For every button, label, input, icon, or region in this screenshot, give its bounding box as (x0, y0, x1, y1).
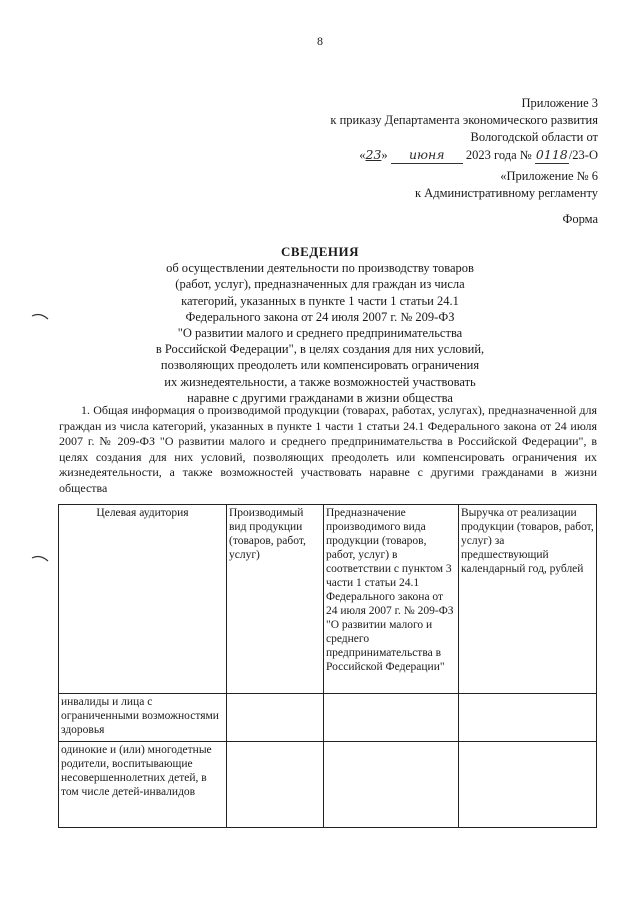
page-number: 8 (317, 34, 323, 48)
form-label: Форма (562, 212, 598, 226)
table-cell (459, 694, 597, 742)
handwritten-day: 23 (365, 147, 382, 162)
header-product-purpose: Предназначение производимого вида продукции (товаров, работ, услуг) в соответствии с пунктом 3 части 1 статьи 24.1 Федерального закона от 24 июля 2007 г. № 209-ФЗ "О развитии малого и среднего предпринимательства в Российской Федерации" (324, 505, 459, 694)
table-cell (459, 742, 597, 828)
table-cell: инвалиды и лица с ограниченными возможностями здоровья (59, 694, 227, 742)
subtitle-line: "О развитии малого и среднего предпринимательства (177, 326, 463, 341)
table-row (59, 742, 597, 828)
document-title: СВЕДЕНИЯ (281, 244, 359, 259)
handwritten-month: июня (391, 146, 463, 164)
section-1-paragraph: 1. Общая информация о производимой продукции (товарах, работах, услугах), предназначенной для граждан из числа категорий, указанных в пункте 1 части 1 статьи 24.1 Федерального закона от 24 июля 2007 г. № 209-ФЗ "О развитии малого и среднего предпринимательства в Российской Федерации", в целях создания для них условий, позволяющих преодолеть или компенсировать ограничения их жизнедеятельности, а также возможностей участвовать наравне с другими гражданами в жизни общества (59, 403, 597, 495)
margin-mark (30, 310, 52, 324)
handwritten-number: 0118 (535, 147, 568, 162)
info-table (58, 504, 597, 828)
subtitle-line: в Российской Федерации", в целях создания для них условий, (155, 342, 485, 357)
appendix-3-date-line: «23» июня 2023 года № 0118/23-О (359, 147, 598, 162)
table-cell (324, 694, 459, 742)
table-cell (324, 742, 459, 828)
table-cell (227, 742, 324, 828)
table-header-row (59, 505, 597, 694)
subtitle-line: (работ, услуг), предназначенных для граждан из числа (175, 277, 465, 292)
header-target-audience: Целевая аудитория (59, 505, 227, 694)
subtitle-line: Федерального закона от 24 июля 2007 г. № 209-ФЗ (185, 309, 455, 324)
subtitle-line: об осуществлении деятельности по производству товаров (166, 261, 474, 276)
appendix-3-order: к приказу Департамента экономического развития (330, 113, 598, 127)
subtitle-line: наравне с другими гражданами в жизни общества (187, 390, 453, 405)
appendix-6-header (415, 168, 598, 202)
subtitle-line: категорий, указанных в пункте 1 части 1 статьи 24.1 (181, 293, 459, 308)
appendix-3-header (330, 95, 598, 164)
header-revenue: Выручка от реализации продукции (товаров, работ, услуг) за предшествующий календарный год, рублей (459, 505, 597, 694)
table-cell (227, 694, 324, 742)
table-cell: одинокие и (или) многодетные родители, воспитывающие несовершеннолетних детей, в том числе детей-инвалидов (59, 742, 227, 828)
appendix-3-title: Приложение 3 (521, 96, 598, 110)
appendix-6-regulation: к Административному регламенту (414, 186, 598, 200)
document-heading (120, 244, 520, 406)
subtitle-line: позволяющих преодолеть или компенсировать ограничения (160, 358, 480, 373)
header-product-type: Производимый вид продукции (товаров, работ, услуг) (227, 505, 324, 694)
appendix-3-region: Вологодской области от (470, 130, 598, 144)
table-row (59, 694, 597, 742)
margin-mark (30, 552, 52, 566)
appendix-6-title: «Приложение № 6 (500, 169, 598, 183)
subtitle-line: их жизнедеятельности, а также возможностей участвовать (164, 374, 476, 389)
